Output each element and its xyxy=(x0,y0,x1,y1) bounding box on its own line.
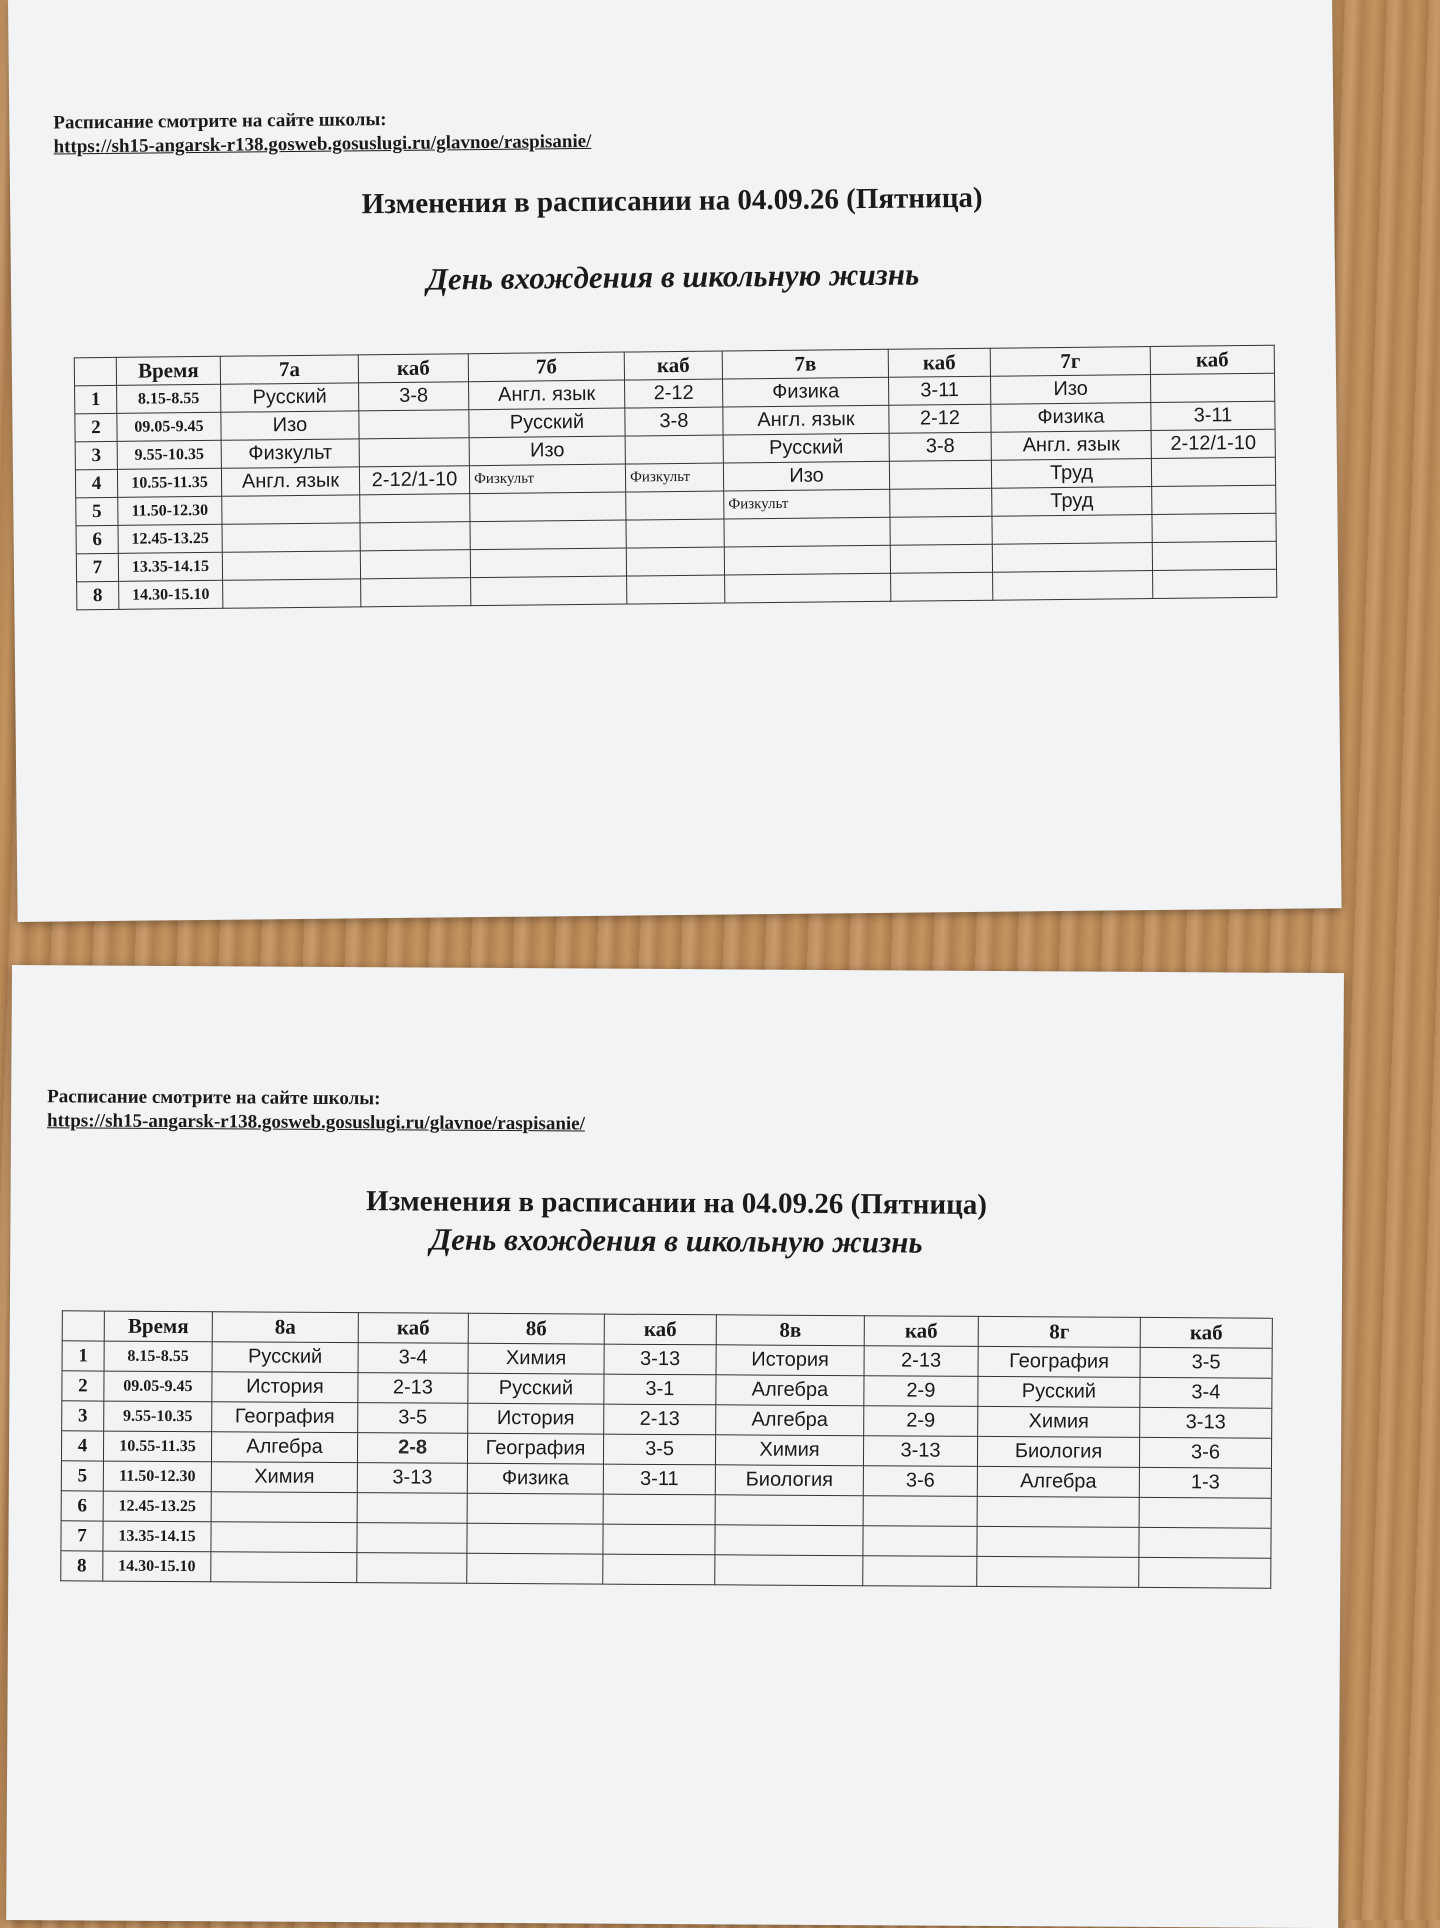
subject-cell xyxy=(223,579,361,608)
subject-cell xyxy=(222,495,360,524)
room-cell xyxy=(625,435,723,464)
site-note xyxy=(47,1085,585,1136)
subject-cell xyxy=(977,1556,1139,1587)
lesson-time: 9.55-10.35 xyxy=(117,440,221,469)
subject-cell: Физкульт xyxy=(724,489,890,519)
room-cell: 3-11 xyxy=(603,1464,715,1495)
column-header: каб xyxy=(604,1314,716,1345)
site-url-link[interactable]: https://sh15-angarsk-r138.gosweb.gosuslugi.ru/glavnoe/raspisanie/ xyxy=(46,1110,585,1135)
room-cell xyxy=(890,544,992,573)
subject-cell: Химия xyxy=(211,1462,357,1493)
room-cell: 1-3 xyxy=(1139,1467,1271,1498)
subject-cell xyxy=(992,543,1152,573)
lesson-time: 10.55-11.35 xyxy=(117,468,221,497)
room-cell: 3-1 xyxy=(604,1374,716,1405)
room-cell xyxy=(626,547,724,576)
lesson-time: 12.45-13.25 xyxy=(103,1491,211,1522)
subject-cell: Англ. язык xyxy=(221,467,359,496)
subject-cell: Англ. язык xyxy=(469,380,625,410)
room-cell xyxy=(603,1554,715,1585)
room-cell: 2-9 xyxy=(864,1406,978,1437)
subject-cell: Изо xyxy=(990,375,1150,405)
subject-cell xyxy=(992,515,1152,545)
subject-cell: Изо xyxy=(723,461,889,491)
room-cell: Физкульт xyxy=(625,463,723,492)
subject-cell xyxy=(467,1553,603,1584)
room-cell xyxy=(626,519,724,548)
room-cell xyxy=(360,550,470,579)
room-cell xyxy=(890,516,992,545)
subject-cell: Русский xyxy=(221,383,359,412)
room-cell: 3-13 xyxy=(604,1344,716,1375)
subject-cell xyxy=(993,571,1153,601)
room-cell: 2-12 xyxy=(889,404,991,433)
page-title: Изменения в расписании на 04.09.26 (Пятница) xyxy=(361,181,983,221)
room-cell: 3-13 xyxy=(863,1436,977,1467)
room-cell: 3-11 xyxy=(1151,401,1275,430)
room-cell: 3-5 xyxy=(1140,1347,1272,1378)
lesson-number: 1 xyxy=(75,385,117,413)
room-cell xyxy=(863,1526,977,1557)
subject-cell xyxy=(470,520,626,550)
subject-cell: История xyxy=(212,1372,358,1403)
subject-cell xyxy=(715,1495,863,1526)
room-cell: 3-8 xyxy=(889,432,991,461)
room-cell: 2-8 xyxy=(357,1433,467,1464)
subject-cell xyxy=(715,1555,863,1586)
subject-cell: География xyxy=(978,1346,1140,1377)
room-cell xyxy=(627,575,725,604)
room-cell xyxy=(357,1493,467,1524)
subject-cell: История xyxy=(716,1345,864,1376)
lesson-number: 2 xyxy=(75,413,117,441)
subject-cell xyxy=(715,1525,863,1556)
schedule-sheet-7 xyxy=(8,0,1342,922)
site-url-link[interactable]: https://sh15-angarsk-r138.gosweb.gosuslugi.ru/glavnoe/raspisanie/ xyxy=(53,130,592,158)
room-cell: 2-12 xyxy=(625,379,723,408)
lesson-number: 6 xyxy=(76,525,118,553)
room-cell xyxy=(1152,513,1276,542)
room-cell xyxy=(359,438,469,467)
room-cell xyxy=(1139,1497,1271,1528)
subject-cell xyxy=(222,523,360,552)
subject-cell xyxy=(211,1492,357,1523)
subject-cell: Русский xyxy=(212,1342,358,1373)
lesson-number: 1 xyxy=(62,1341,104,1371)
lesson-time: 9.55-10.35 xyxy=(104,1401,212,1432)
subject-cell: Труд xyxy=(992,487,1152,517)
subject-cell: Химия xyxy=(715,1435,863,1466)
subject-cell: Алгебра xyxy=(716,1375,864,1406)
subject-cell: История xyxy=(468,1403,604,1434)
page-subtitle: День вхождения в школьную жизнь xyxy=(426,256,920,297)
room-cell xyxy=(890,488,992,517)
page-title: Изменения в расписании на 04.09.26 (Пятница) xyxy=(365,1185,988,1221)
column-header: 7а xyxy=(220,355,358,384)
subject-cell: Физкульт xyxy=(469,464,625,494)
column-header: Время xyxy=(116,356,220,385)
lesson-number: 8 xyxy=(77,581,119,609)
table-row xyxy=(61,1551,1271,1588)
subject-cell: Алгебра xyxy=(211,1432,357,1463)
subject-cell: Алгебра xyxy=(716,1405,864,1436)
column-header: 7в xyxy=(722,349,888,379)
subject-cell xyxy=(470,492,626,522)
room-cell: 3-5 xyxy=(603,1434,715,1465)
subject-cell: Физика xyxy=(991,403,1151,433)
room-cell: 3-5 xyxy=(358,1403,468,1434)
subject-cell xyxy=(977,1526,1139,1557)
room-cell: 3-13 xyxy=(357,1463,467,1494)
subject-cell: Изо xyxy=(221,411,359,440)
schedule-table-7 xyxy=(74,345,1278,611)
column-header: каб xyxy=(358,354,468,383)
column-header: каб xyxy=(864,1316,978,1347)
room-cell xyxy=(603,1524,715,1555)
room-cell xyxy=(1139,1557,1271,1588)
subject-cell: География xyxy=(212,1402,358,1433)
room-cell: 3-13 xyxy=(1140,1407,1272,1438)
room-cell: 3-8 xyxy=(625,407,723,436)
room-cell: 2-13 xyxy=(358,1373,468,1404)
subject-cell xyxy=(724,517,890,547)
room-cell: 3-6 xyxy=(863,1466,977,1497)
lesson-time: 14.30-15.10 xyxy=(119,580,223,609)
subject-cell xyxy=(467,1493,603,1524)
subject-cell: Русский xyxy=(723,433,889,463)
room-cell xyxy=(357,1523,467,1554)
room-cell xyxy=(357,1553,467,1584)
subject-cell xyxy=(470,548,626,578)
room-cell xyxy=(1151,457,1275,486)
subject-cell: Физкульт xyxy=(221,439,359,468)
room-cell: 3-4 xyxy=(1140,1377,1272,1408)
room-cell xyxy=(1150,373,1274,402)
room-cell xyxy=(359,410,469,439)
subject-cell xyxy=(977,1496,1139,1527)
room-cell xyxy=(626,491,724,520)
room-cell xyxy=(360,522,470,551)
page-subtitle: День вхождения в школьную жизнь xyxy=(429,1221,923,1260)
subject-cell xyxy=(471,576,627,606)
room-cell: 3-4 xyxy=(358,1343,468,1374)
room-cell xyxy=(1152,485,1276,514)
lesson-number: 3 xyxy=(75,441,117,469)
column-header: 7б xyxy=(468,352,624,382)
column-header: 8в xyxy=(716,1315,864,1346)
lesson-number: 8 xyxy=(61,1551,103,1581)
subject-cell: Алгебра xyxy=(977,1466,1139,1497)
subject-cell xyxy=(211,1522,357,1553)
lesson-time: 14.30-15.10 xyxy=(103,1551,211,1582)
subject-cell: Биология xyxy=(977,1436,1139,1467)
column-header: 8г xyxy=(978,1316,1140,1347)
lesson-time: 10.55-11.35 xyxy=(103,1431,211,1462)
room-cell xyxy=(863,1556,977,1587)
subject-cell: Химия xyxy=(978,1406,1140,1437)
lesson-number: 5 xyxy=(61,1461,103,1491)
site-note-label: Расписание смотрите на сайте школы: xyxy=(47,1086,381,1110)
site-note xyxy=(53,106,591,160)
subject-cell: География xyxy=(467,1433,603,1464)
lesson-number: 7 xyxy=(61,1521,103,1551)
subject-cell: Труд xyxy=(991,459,1151,489)
subject-cell xyxy=(222,551,360,580)
subject-cell xyxy=(724,545,890,575)
lesson-time: 09.05-9.45 xyxy=(117,412,221,441)
column-header: каб xyxy=(1140,1317,1272,1348)
subject-cell: Химия xyxy=(468,1343,604,1374)
lesson-time: 09.05-9.45 xyxy=(104,1371,212,1402)
subject-cell xyxy=(725,573,891,603)
subject-cell: Биология xyxy=(715,1465,863,1496)
column-header: 8а xyxy=(212,1312,358,1343)
room-cell xyxy=(1139,1527,1271,1558)
subject-cell: Изо xyxy=(469,436,625,466)
room-cell: 3-6 xyxy=(1139,1437,1271,1468)
lesson-number: 4 xyxy=(61,1431,103,1461)
subject-cell xyxy=(467,1523,603,1554)
column-header: каб xyxy=(358,1313,468,1344)
lesson-number: 3 xyxy=(62,1401,104,1431)
lesson-number: 4 xyxy=(75,469,117,497)
room-cell xyxy=(603,1494,715,1525)
room-cell: 2-9 xyxy=(864,1376,978,1407)
lesson-time: 13.35-14.15 xyxy=(103,1521,211,1552)
room-cell: 2-12/1-10 xyxy=(359,466,469,495)
lesson-number: 2 xyxy=(62,1371,104,1401)
schedule-sheet-8 xyxy=(6,965,1344,1928)
room-cell xyxy=(360,494,470,523)
subject-cell: Физика xyxy=(723,377,889,407)
room-cell xyxy=(1153,569,1277,598)
lesson-time: 8.15-8.55 xyxy=(104,1341,212,1372)
room-cell: 2-13 xyxy=(604,1404,716,1435)
column-header xyxy=(74,357,116,385)
room-cell xyxy=(891,572,993,601)
subject-cell: Физика xyxy=(467,1463,603,1494)
column-header: 8б xyxy=(468,1313,604,1344)
room-cell: 2-13 xyxy=(864,1346,978,1377)
site-note-label: Расписание смотрите на сайте школы: xyxy=(53,109,387,134)
schedule-table-8 xyxy=(60,1310,1273,1588)
room-cell: 3-11 xyxy=(888,376,990,405)
column-header: каб xyxy=(1150,345,1274,374)
column-header: Время xyxy=(104,1311,212,1342)
lesson-number: 7 xyxy=(76,553,118,581)
room-cell xyxy=(863,1496,977,1527)
subject-cell: Русский xyxy=(468,1373,604,1404)
subject-cell: Англ. язык xyxy=(991,431,1151,461)
lesson-number: 5 xyxy=(76,497,118,525)
room-cell xyxy=(361,578,471,607)
column-header: 7г xyxy=(990,347,1150,377)
room-cell xyxy=(1152,541,1276,570)
lesson-time: 11.50-12.30 xyxy=(118,496,222,525)
subject-cell: Русский xyxy=(978,1376,1140,1407)
lesson-time: 12.45-13.25 xyxy=(118,524,222,553)
room-cell: 3-8 xyxy=(359,382,469,411)
column-header: каб xyxy=(888,348,990,377)
subject-cell: Англ. язык xyxy=(723,405,889,435)
subject-cell: Русский xyxy=(469,408,625,438)
column-header xyxy=(62,1311,104,1341)
lesson-number: 6 xyxy=(61,1491,103,1521)
lesson-time: 13.35-14.15 xyxy=(118,552,222,581)
subject-cell xyxy=(211,1552,357,1583)
lesson-time: 11.50-12.30 xyxy=(103,1461,211,1492)
room-cell xyxy=(889,460,991,489)
column-header: каб xyxy=(624,351,722,380)
lesson-time: 8.15-8.55 xyxy=(117,384,221,413)
room-cell: 2-12/1-10 xyxy=(1151,429,1275,458)
